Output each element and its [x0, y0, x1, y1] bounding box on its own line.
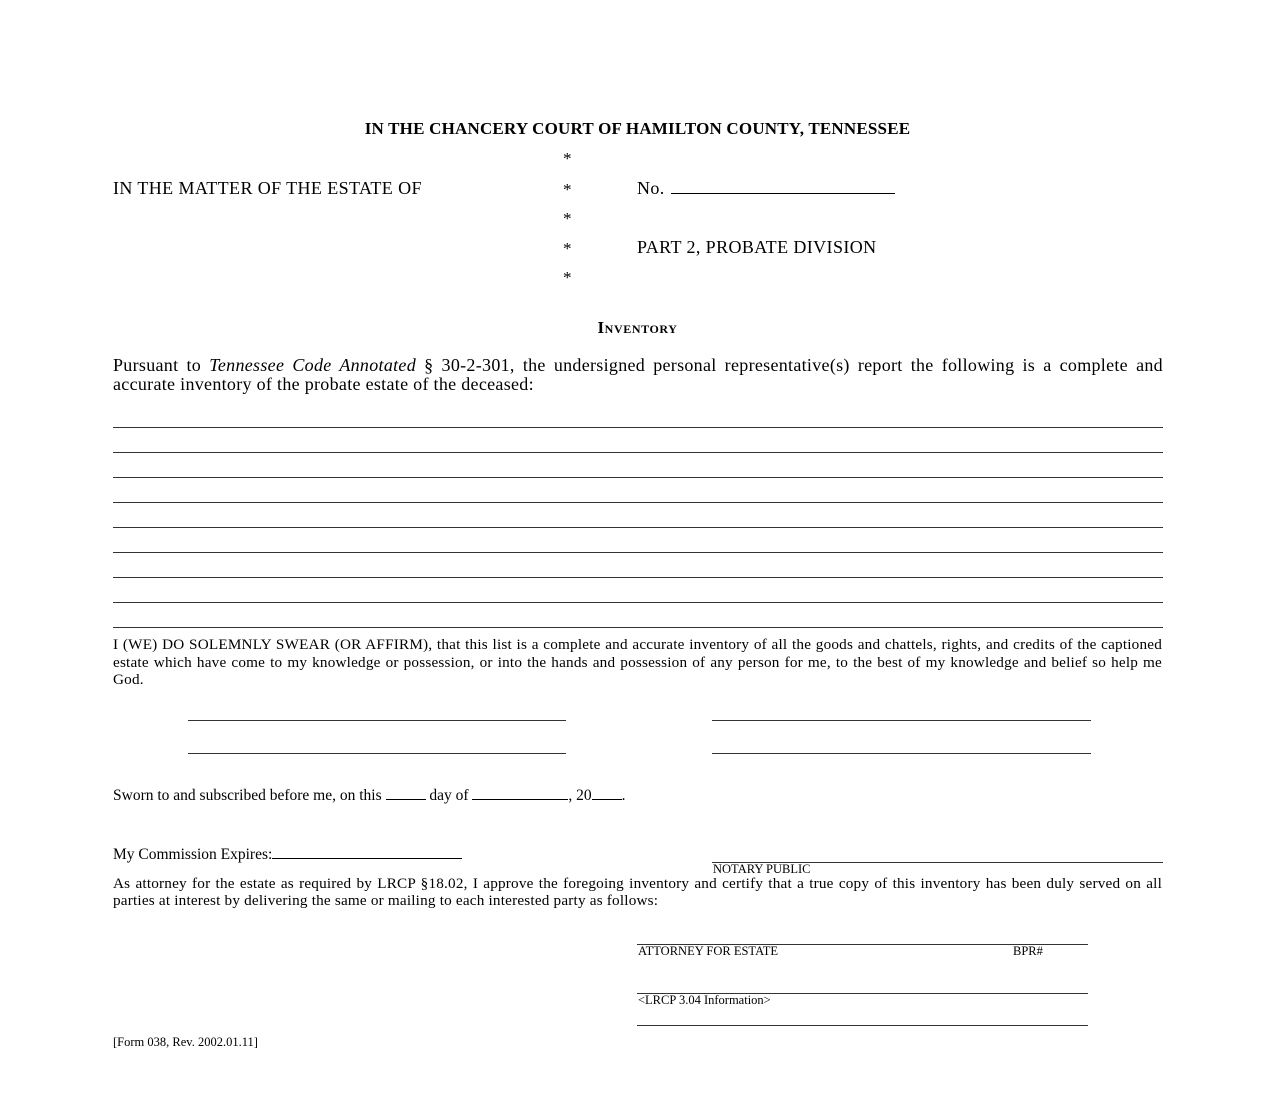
caption-star: *	[563, 180, 572, 199]
inventory-line[interactable]	[113, 627, 1163, 628]
bpr-label: BPR#	[1013, 944, 1043, 958]
sworn-period: .	[621, 787, 626, 804]
document-heading: Inventory	[597, 318, 678, 337]
intro-post: § 30-2-301, the undersigned personal representative(s) report the following is a complete and accurate inventory of the probate estate of the deceased:	[113, 355, 1163, 394]
case-number-field[interactable]	[671, 179, 895, 194]
inventory-line[interactable]	[113, 452, 1163, 453]
estate-matter-label: IN THE MATTER OF THE ESTATE OF	[113, 178, 422, 198]
sworn-year-field[interactable]	[592, 787, 622, 800]
form-footer: [Form 038, Rev. 2002.01.11]	[113, 1035, 258, 1049]
court-title: IN THE CHANCERY COURT OF HAMILTON COUNTY, TENNESSEE	[364, 119, 911, 138]
lrcp-info-label: <LRCP 3.04 Information>	[638, 993, 771, 1007]
commission-label: My Commission Expires:	[113, 846, 273, 863]
case-number-label: No.	[637, 178, 665, 198]
caption-star: *	[563, 209, 572, 228]
intro-code-citation: Tennessee Code Annotated	[209, 355, 417, 375]
signature-line[interactable]	[188, 720, 566, 721]
division-label: PART 2, PROBATE DIVISION	[637, 237, 877, 257]
commission-expires	[113, 846, 462, 864]
sworn-year-prefix: , 20	[568, 787, 592, 804]
caption-star: *	[563, 268, 572, 287]
signature-line[interactable]	[712, 720, 1091, 721]
caption-star: *	[563, 239, 572, 258]
oath-paragraph: I (WE) DO SOLEMNLY SWEAR (OR AFFIRM), that this list is a complete and accurate inventory of all the goods and chattels, rights, and credits of the captioned estate which have come to my knowledge or possession, or into the hands and possession of any person for me, to the best of my knowledge and belief so help me God.	[113, 636, 1162, 688]
inventory-line[interactable]	[113, 602, 1163, 603]
attorney-info-line[interactable]	[637, 1025, 1088, 1026]
sworn-day-field[interactable]	[386, 787, 426, 800]
sworn-statement	[113, 787, 626, 805]
inventory-line[interactable]	[113, 502, 1163, 503]
attorney-paragraph: As attorney for the estate as required by LRCP §18.02, I approve the foregoing inventory and certify that a true copy of this inventory has been duly served on all parties at interest by delivering the same or mailing to each interested party as follows:	[113, 875, 1162, 909]
inventory-line[interactable]	[113, 577, 1163, 578]
signature-line[interactable]	[712, 753, 1091, 754]
sworn-text: Sworn to and subscribed before me, on this	[113, 787, 382, 804]
notary-label: NOTARY PUBLIC	[713, 862, 811, 876]
intro-pre: Pursuant to	[113, 355, 202, 375]
sworn-day-of-text: day of	[429, 787, 469, 804]
intro-paragraph	[113, 356, 1163, 394]
inventory-line[interactable]	[113, 527, 1163, 528]
sworn-month-field[interactable]	[472, 787, 568, 800]
case-number	[637, 178, 895, 199]
inventory-line[interactable]	[113, 477, 1163, 478]
attorney-label: ATTORNEY FOR ESTATE	[638, 944, 778, 958]
signature-line[interactable]	[188, 753, 566, 754]
commission-date-field[interactable]	[272, 846, 462, 859]
inventory-line[interactable]	[113, 427, 1163, 428]
inventory-line[interactable]	[113, 552, 1163, 553]
caption-star: *	[563, 149, 572, 168]
